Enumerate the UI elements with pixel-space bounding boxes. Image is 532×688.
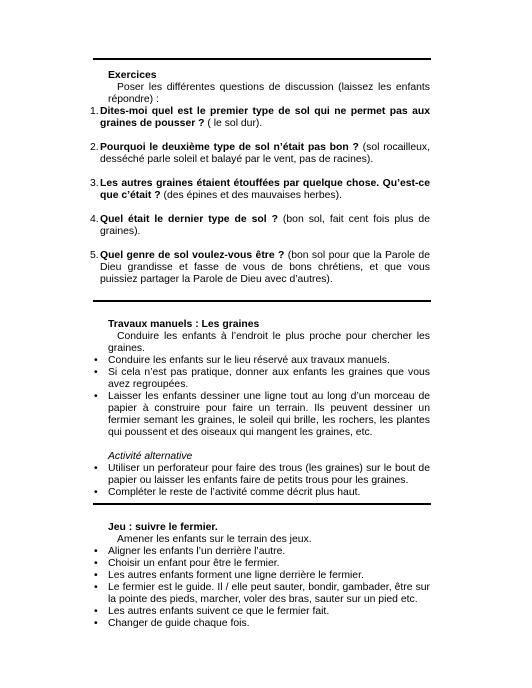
question-answer: (bon sol pour que la Parole de Dieu grandisse et fasse de vous de bons chrétiens, et que vous puissiez partager la Parole de Dieu avec d’autres). — [100, 250, 430, 285]
question-item — [90, 214, 430, 238]
list-item: • Le fermier est le guide. Il / elle peut sauter, bondir, gambader, être sur la pointe des pieds, marcher, voler des bras, sauter sur un pied etc. — [90, 582, 430, 606]
divider-middle — [93, 300, 431, 302]
question-text — [100, 142, 430, 166]
question-number: 1. — [90, 106, 99, 117]
section-intro: Conduire les enfants à l’endroit le plus proche pour chercher les graines. — [108, 331, 430, 354]
question-text — [100, 106, 430, 130]
question-bold: Pourquoi le deuxième type de sol n’était pas bon ? — [100, 142, 359, 153]
list-item: • Laisser les enfants dessiner une ligne tout au long d’un morceau de papier à construire pour faire un terrain. Ils peuvent dessiner un fermier semant les graines, le soleil qui brille, les rochers, les plantes qui poussent et des oiseaux qui mangent les graines, etc. — [90, 391, 430, 439]
question-number: 3. — [90, 178, 99, 189]
question-list — [90, 106, 430, 286]
question-answer: ( le sol dur). — [204, 118, 263, 129]
question-answer: (des épines et des mauvaises herbes). — [160, 190, 342, 201]
question-number: 2. — [90, 142, 99, 153]
divider-bottom — [93, 503, 431, 505]
section-intro: Amener les enfants sur le terrain des jeux. — [117, 534, 312, 545]
list-item: • Si cela n’est pas pratique, donner aux enfants les graines que vous avez regroupées. — [90, 367, 430, 391]
alt-bullet-list — [90, 463, 430, 499]
list-item: • Les autres enfants suivent ce que le fermier fait. — [90, 606, 430, 618]
question-item — [90, 142, 430, 166]
question-item — [90, 250, 430, 286]
list-item: • Changer de guide chaque fois. — [90, 618, 430, 630]
bullet-list — [90, 546, 430, 630]
question-text — [100, 214, 430, 238]
question-bold: Quel genre de sol voulez-vous être ? — [100, 250, 285, 261]
question-text — [100, 250, 430, 286]
question-bold: Dites-moi quel est le premier type de sol qui ne permet pas aux graines de pousser ? — [100, 106, 430, 129]
list-item: • Aligner les enfants l’un derrière l’autre. — [90, 546, 430, 558]
section-exercices — [90, 70, 430, 286]
question-bold: Quel était le dernier type de sol ? — [100, 214, 278, 225]
section-jeu — [90, 522, 430, 630]
section-title: Travaux manuels : Les graines — [108, 319, 260, 330]
list-item: • Choisir un enfant pour être le fermier. — [90, 558, 430, 570]
section-title: Jeu : suivre le fermier. — [108, 522, 218, 533]
question-number: 5. — [90, 250, 99, 261]
alt-activity-title: Activité alternative — [108, 451, 193, 462]
question-answer: (bon sol, fait cent fois plus de graines). — [100, 214, 430, 237]
list-item: • Les autres enfants forment une ligne derrière le fermier. — [90, 570, 430, 582]
section-intro: Poser les différentes questions de discussion (laissez les enfants répondre) : — [108, 82, 430, 105]
question-text — [100, 178, 430, 202]
list-item: • Compléter le reste de l’activité comme décrit plus haut. — [90, 487, 430, 499]
list-item: • Conduire les enfants sur le lieu réservé aux travaux manuels. — [90, 355, 430, 367]
question-item — [90, 178, 430, 202]
list-item: • Utiliser un perforateur pour faire des trous (les graines) sur le bout de papier ou laisser les enfants faire de petits trous pour les graines. — [90, 463, 430, 487]
question-number: 4. — [90, 214, 99, 225]
section-travaux — [90, 319, 430, 499]
question-answer: (sol rocailleux, desséché parle soleil et balayé par le vent, pas de racines). — [100, 142, 430, 165]
section-title: Exercices — [108, 70, 157, 81]
divider-top — [93, 58, 431, 60]
question-bold: Les autres graines étaient étouffées par quelque chose. Qu’est-ce que c’était ? — [100, 178, 430, 201]
bullet-list — [90, 355, 430, 439]
question-item — [90, 106, 430, 130]
